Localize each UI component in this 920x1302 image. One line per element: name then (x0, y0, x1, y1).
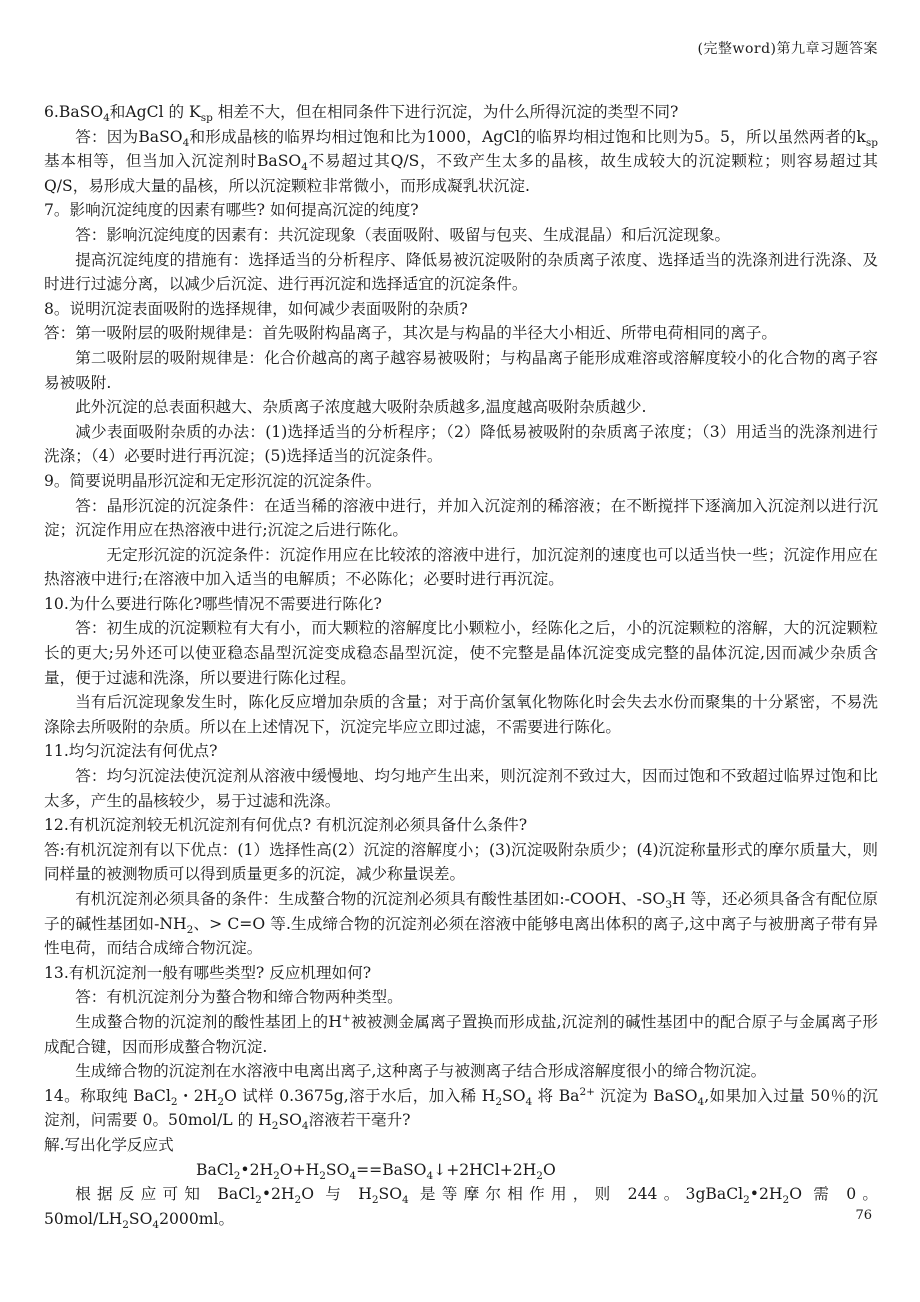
page-number: 76 (855, 1208, 872, 1223)
answer-13-chelate: 生成螯合物的沉淀剂的酸性基团上的H+被被测金属离子置换而形成盐,沉淀剂的碱性基团中的配合原子与金属离子形成配合键，因而形成螯合物沉淀. (44, 1011, 878, 1056)
question-13: 13.有机沉淀剂一般有哪些类型? 反应机理如何? (44, 963, 372, 982)
chemical-equation: $BaCl_2•2H_2O+H_2SO_4==BaSO_4↓+2HCl+2H_2O$ (196, 1160, 556, 1182)
question-7: 7。影响沉淀纯度的因素有哪些? 如何提高沉淀的纯度? (44, 201, 419, 220)
question-10: 10.为什么要进行陈化?哪些情况不需要进行陈化? (44, 594, 382, 613)
answer-6: 答：因为BaSO$_4$和形成晶核的临界均相过饱和比为1000，AgCl的临界均相过饱和比则为5。5，所以虽然两者的$k_{sp}$基本相等，但当加入沉淀剂时BaSO$_4$不易超过其Q/S，不致产生太多的晶核，故生成较大的沉淀颗粒；则容易超过其Q/S，易形成大量的晶核，所以沉淀颗粒非常微小，而形成凝乳状沉淀. (44, 127, 878, 195)
answer-9-amorphous: 无定形沉淀的沉淀条件：沉淀作用应在比较浓的溶液中进行，加沉淀剂的速度也可以适当快一些；沉淀作用应在热溶液中进行;在溶液中加入适当的电解质；不必陈化；必要时进行再沉淀。 (44, 545, 878, 589)
question-11: 11.均匀沉淀法有何优点? (44, 742, 218, 761)
answer-10-exceptions: 当有后沉淀现象发生时，陈化反应增加杂质的含量；对于高价氢氧化物陈化时会失去水份而聚集的十分紧密，不易洗涤除去所吸附的杂质。所以在上述情况下，沉淀完毕应立即过滤，不需要进行陈化。 (44, 693, 878, 736)
answer-8-methods: 减少表面吸附杂质的办法：(1)选择适当的分析程序；（2）降低易被吸附的杂质离子浓度；（3）用适当的洗涤剂进行洗涤；（4）必要时进行再沉淀；(5)选择适当的沉淀条件。 (44, 422, 878, 466)
answer-11: 答：均匀沉淀法使沉淀剂从溶液中缓慢地、均匀地产生出来，则沉淀剂不致过大，因而过饱和不致超过临界过饱和比太多，产生的晶核较少，易于过滤和洗涤。 (44, 767, 878, 810)
solution-14-calc: 根据反应可知 $BaCl_2•2H_2O$ 与 $H_2SO_4$ 是等摩尔相作用，则 244。$3gBaCl_2•2H_2O$ 需 0。$50mol/LH_2SO_42000ml$。 (44, 1185, 878, 1231)
document-body (44, 100, 878, 1231)
answer-13: 答：有机沉淀剂分为螯合物和缔合物两种类型。 (75, 988, 403, 1007)
answer-7-measures: 提高沉淀纯度的措施有：选择适当的分析程序、降低易被沉淀吸附的杂质离子浓度、选择适当的洗涤剂进行洗涤、及时进行过滤分离，以减少后沉淀、进行再沉淀和选择适宜的沉淀条件。 (44, 250, 878, 294)
answer-9-crystalline: 答：晶形沉淀的沉淀条件：在适当稀的溶液中进行，并加入沉淀剂的稀溶液；在不断搅拌下逐滴加入沉淀剂以进行沉淀；沉淀作用应在热溶液中进行;沉淀之后进行陈化。 (44, 496, 878, 540)
answer-8-surface: 此外沉淀的总表面积越大、杂质离子浓度越大吸附杂质越多,温度越高吸附杂质越少. (75, 398, 647, 417)
answer-13-association: 生成缔合物的沉淀剂在水溶液中电离出离子,这种离子与被测离子结合形成溶解度很小的缔合物沉淀。 (75, 1062, 767, 1081)
answer-12: 答:有机沉淀剂有以下优点：(1）选择性高(2）沉淀的溶解度小；(3)沉淀吸附杂质少；(4)沉淀称量形式的摩尔质量大，则同样量的被测物质可以得到质量更多的沉淀，减少称量误差。 (44, 840, 878, 884)
answer-7: 答：影响沉淀纯度的因素有：共沉淀现象（表面吸附、吸留与包夹、生成混晶）和后沉淀现象。 (75, 225, 731, 244)
question-14: 14。称取纯 BaCl$_2$・$2H_2O$ 试样 0.3675g,溶于水后，加入稀 $H_2SO_4$ 将 $Ba^{2+}$ 沉淀为 BaSO$_4$,如果加入过量 50％的沉淀剂，问需要 0。50mol/L 的 $H_2SO_4$溶液若干毫升? (44, 1085, 878, 1133)
answer-8: 答：第一吸附层的吸附规律是：首先吸附构晶离子，其次是与构晶的半径大小相近、所带电荷相同的离子。 (44, 324, 777, 343)
question-6: 6.BaSO$_4$和AgCl 的 $K_{sp}$ 相差不大，但在相同条件下进行沉淀，为什么所得沉淀的类型不同? (44, 103, 679, 125)
answer-12-conditions: 有机沉淀剂必须具备的条件：生成螯合物的沉淀剂必须具有酸性基团如:-COOH、$-SO_3H$ 等，还必须具备含有配位原子的碱性基团如$-NH_2$、> C=O 等.生成缔合物的沉淀剂必须在溶液中能够电离出体积的离子,这中离子与被册离子带有异性电荷，而结合成缔合物沉淀。 (44, 890, 878, 958)
question-9: 9。简要说明晶形沉淀和无定形沉淀的沉淀条件。 (44, 471, 382, 490)
solution-14-intro: 解.写出化学反应式 (44, 1135, 174, 1154)
answer-8-second-layer: 第二吸附层的吸附规律是：化合价越高的离子越容易被吸附；与构晶离子能形成难溶或溶解度较小的化合物的离子容易被吸附. (44, 348, 878, 392)
question-8: 8。说明沉淀表面吸附的选择规律，如何减少表面吸附的杂质? (44, 299, 468, 318)
answer-10: 答：初生成的沉淀颗粒有大有小，而大颗粒的溶解度比小颗粒小，经陈化之后，小的沉淀颗粒的溶解，大的沉淀颗粒长的更大;另外还可以使亚稳态晶型沉淀变成稳态晶型沉淀，使不完整是晶体沉淀变成完整的晶体沉淀,因而减少杂质含量，便于过滤和洗涤，所以要进行陈化过程。 (44, 619, 878, 687)
page-header: (完整word)第九章习题答案 (697, 41, 878, 57)
question-12: 12.有机沉淀剂较无机沉淀剂有何优点? 有机沉淀剂必须具备什么条件? (44, 816, 528, 835)
